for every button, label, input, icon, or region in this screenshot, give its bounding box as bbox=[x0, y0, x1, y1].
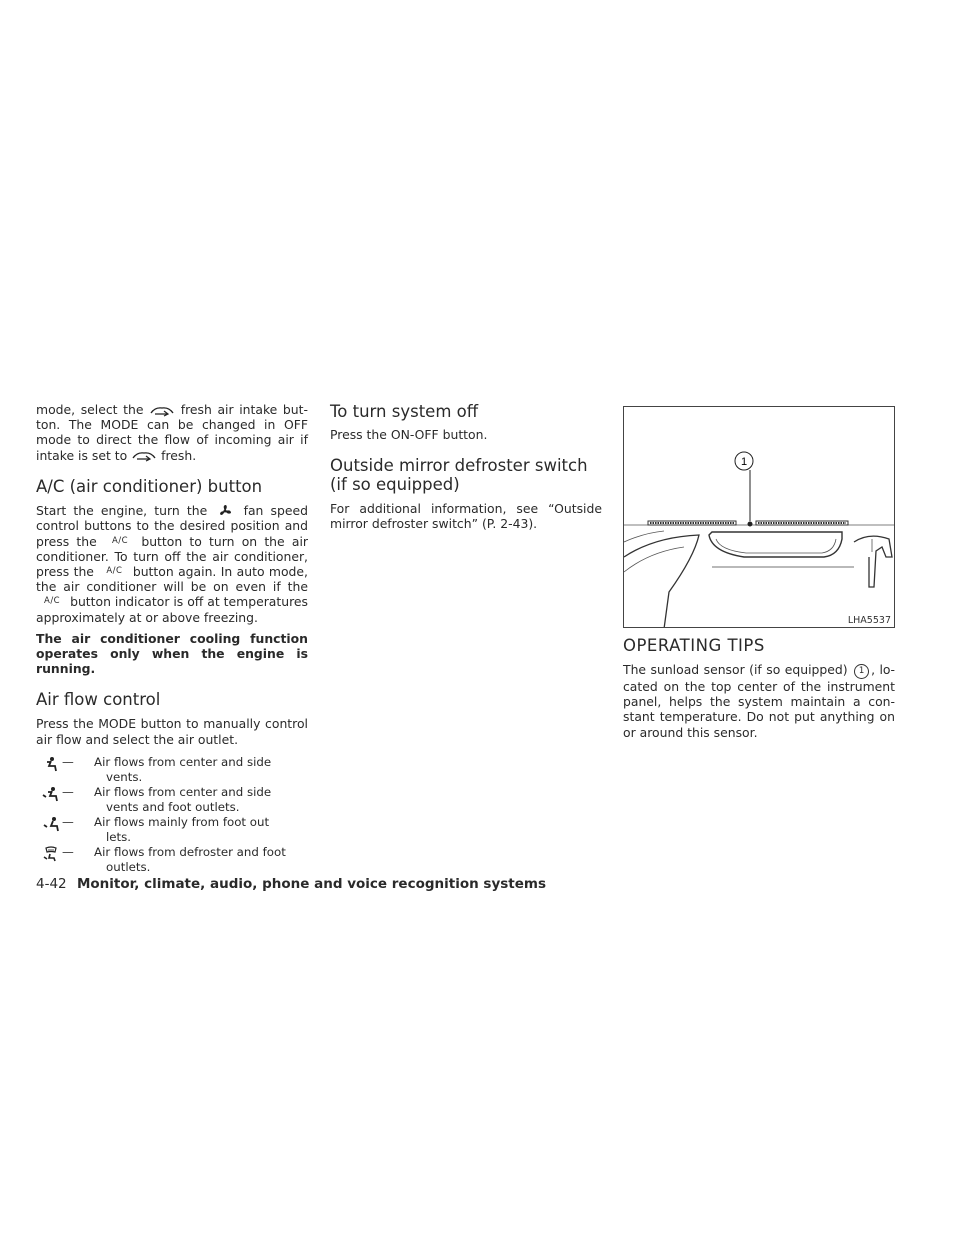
dash: — bbox=[62, 784, 74, 799]
mirror-heading-line-2: (if so equipped) bbox=[330, 475, 460, 495]
ac-warning: The air conditioner cooling function operates only when the engine is running. bbox=[36, 630, 308, 677]
fresh-air-icon bbox=[149, 405, 175, 417]
sunload-sensor-figure bbox=[623, 406, 895, 628]
operating-tips-paragraph bbox=[623, 662, 895, 740]
ac-symbol: A/C bbox=[111, 535, 129, 546]
airflow-item-text-cont: lets. bbox=[106, 829, 132, 844]
column-1 bbox=[36, 402, 308, 875]
intro-text-3: fresh. bbox=[161, 447, 197, 463]
list-item bbox=[36, 845, 308, 875]
ac-paragraph bbox=[36, 503, 308, 625]
airflow-list bbox=[36, 755, 308, 875]
operating-tips-heading: OPERATING TIPS bbox=[623, 636, 765, 655]
airflow-item-text-cont: vents and foot outlets. bbox=[106, 799, 240, 814]
ac-symbol: A/C bbox=[44, 596, 61, 607]
airflow-item-text: Air flows from center and side bbox=[94, 784, 272, 799]
figure-callout: 1 bbox=[740, 456, 748, 468]
page-number: 4-42 bbox=[36, 876, 67, 892]
defrost-foot-vent-icon bbox=[40, 846, 62, 862]
foot-vent-icon bbox=[40, 816, 62, 832]
airflow-item-text: Air flows from center and side bbox=[94, 754, 272, 769]
ac-symbol: A/C bbox=[106, 565, 123, 576]
airflow-item-text-cont: vents. bbox=[106, 769, 143, 784]
ac-heading: A/C (air conditioner) button bbox=[36, 476, 263, 496]
face-vent-icon bbox=[40, 756, 62, 772]
intro-text-1: mode, select the bbox=[36, 402, 144, 417]
fresh-air-icon bbox=[131, 450, 157, 462]
dashboard-illustration bbox=[624, 407, 895, 628]
mirror-heading-line-1: Outside mirror defroster switch bbox=[330, 456, 588, 476]
ac-text-1: Start the engine, turn the bbox=[36, 502, 208, 518]
fan-icon bbox=[214, 504, 236, 518]
airflow-item-text-cont: outlets. bbox=[106, 859, 151, 874]
ac-text-5: button indicator is off at temperatures approximately at or above freezing. bbox=[36, 594, 308, 625]
dash: — bbox=[62, 814, 74, 829]
list-item bbox=[36, 815, 308, 845]
bi-level-vent-icon bbox=[40, 786, 62, 802]
ac-text-4: button again. In auto mode, the air conditioner will be on even if the bbox=[36, 563, 308, 595]
callout-1-icon: 1 bbox=[854, 664, 869, 679]
system-off-heading: To turn system off bbox=[330, 402, 479, 421]
airflow-item-text: Air flows mainly from foot out bbox=[94, 814, 270, 829]
system-off-paragraph: Press the ON-OFF button. bbox=[330, 427, 488, 442]
tips-text-2: , located on the top center of the instrument panel, helps the system maintain a constant temperature. Do not put anything on or around this sensor. bbox=[623, 662, 895, 740]
column-3 bbox=[623, 636, 895, 740]
ac-text-2: fan speed control buttons to the desired position and press the bbox=[36, 502, 308, 549]
dash: — bbox=[62, 754, 74, 769]
fresh-air-paragraph bbox=[36, 402, 308, 463]
dash: — bbox=[62, 844, 74, 859]
chapter-title: Monitor, climate, audio, phone and voice recognition systems bbox=[76, 876, 547, 892]
airflow-paragraph: Press the MODE button to manually control air flow and select the air outlet. bbox=[36, 716, 308, 747]
list-item bbox=[36, 785, 308, 815]
mirror-defroster-heading bbox=[330, 456, 602, 494]
airflow-item-text: Air flows from defroster and foot bbox=[94, 844, 286, 859]
column-2 bbox=[330, 402, 602, 532]
list-item bbox=[36, 755, 308, 785]
page-footer bbox=[36, 876, 546, 892]
figure-code: LHA5537 bbox=[847, 615, 891, 626]
tips-text-1: The sunload sensor (if so equipped) bbox=[623, 662, 848, 677]
mirror-defroster-paragraph: For additional information, see “Outside mirror defroster switch” (P. 2-43). bbox=[330, 501, 602, 532]
airflow-heading: Air flow control bbox=[36, 690, 161, 710]
intro-text-2: fresh air intake button. The MODE can be changed in OFF mode to direct the flow of incoming air if intake is set to bbox=[36, 402, 308, 463]
ac-text-3: button to turn on the air conditioner. To turn off the air conditioner, press the bbox=[36, 533, 308, 579]
